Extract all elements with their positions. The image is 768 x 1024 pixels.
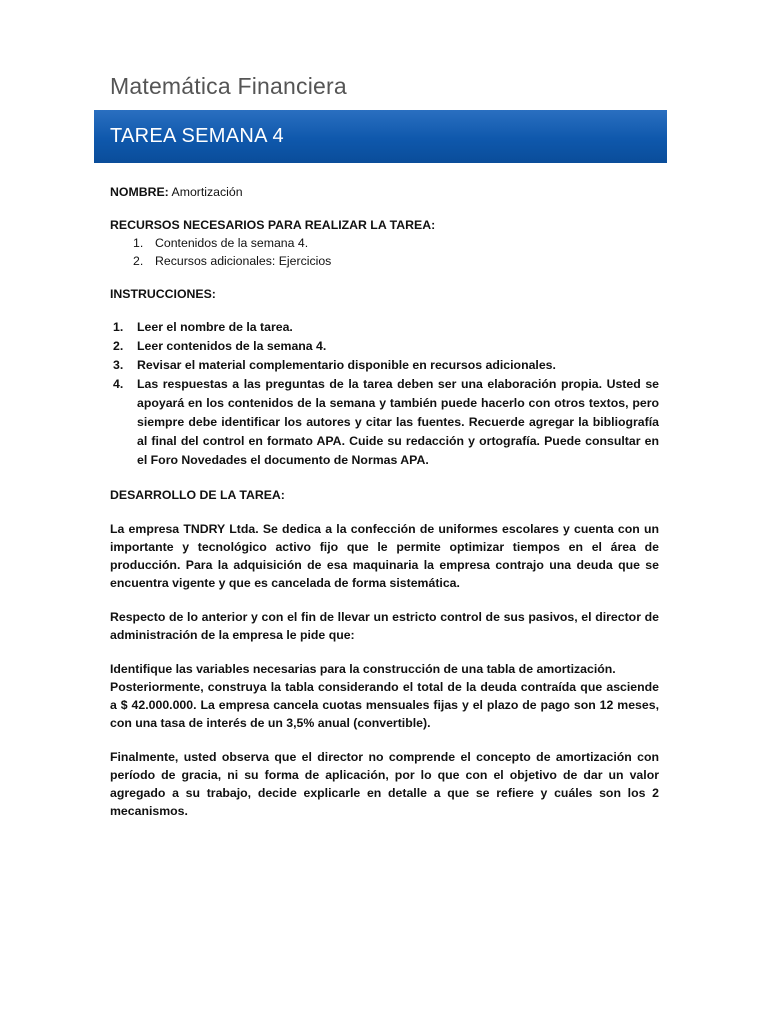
list-item <box>110 337 659 356</box>
list-item-number: 2. <box>133 254 144 268</box>
nombre-label: NOMBRE: <box>110 185 169 199</box>
desarrollo-paragraph-1: La empresa TNDRY Ltda. Se dedica a la confección de uniformes escolares y cuenta con un importante y tecnológico activo fijo que le permite optimizar tiempos en el área de producción. Para la adquisición de esa maquinaria la empresa contrajo una deuda que se encuentra vigente y que es cancelada de forma sistemática. <box>110 522 659 590</box>
nombre-value: Amortización <box>171 185 243 199</box>
list-item <box>110 252 659 270</box>
desarrollo-paragraph-4: Finalmente, usted observa que el director no comprende el concepto de amortización con período de gracia, ni su forma de aplicación, por lo que con el objetivo de dar un valor agregado a su trabajo, decide explicarle en detalle a que se refiere y cuáles son los 2 mecanismos. <box>110 750 659 818</box>
list-item <box>110 234 659 252</box>
list-item-number: 4. <box>113 377 124 391</box>
desarrollo-paragraph-3-line-1: Identifique las variables necesarias para la construcción de una tabla de amortización. <box>110 662 616 676</box>
list-item-text: Leer el nombre de la tarea. <box>137 320 293 334</box>
list-item-text: Recursos adicionales: Ejercicios <box>155 254 332 268</box>
assignment-title: TAREA SEMANA 4 <box>110 125 284 147</box>
list-item-number: 3. <box>113 358 124 372</box>
list-item <box>110 356 659 375</box>
instrucciones-heading: INSTRUCCIONES: <box>110 287 216 301</box>
title-banner <box>94 110 667 163</box>
recursos-list <box>110 234 659 270</box>
desarrollo-paragraph-3: Posteriormente, construya la tabla considerando el total de la deuda contraída que asciende a $ 42.000.000. La empresa cancela cuotas mensuales fijas y el plazo de pago son 12 meses, con una tasa de interés de un 3,5% anual (convertible). <box>110 680 659 730</box>
list-item <box>110 375 659 470</box>
list-item-number: 2. <box>113 339 124 353</box>
recursos-heading: RECURSOS NECESARIOS PARA REALIZAR LA TAREA: <box>110 218 436 232</box>
list-item-text: Las respuestas a las preguntas de la tarea deben ser una elaboración propia. Usted se apoyará en los contenidos de la semana y también puede hacerlo con otros textos, pero siempre debe identificar los autores y citar las fuentes. Recuerde agregar la bibliografía al final del control en formato APA. Cuide su redacción y ortografía. Puede consultar en el Foro Novedades el documento de Normas APA. <box>137 377 659 467</box>
list-item-number: 1. <box>133 236 144 250</box>
desarrollo-heading: DESARROLLO DE LA TAREA: <box>110 488 285 502</box>
list-item-number: 1. <box>113 320 124 334</box>
list-item <box>110 318 659 337</box>
nombre-field <box>110 183 659 201</box>
desarrollo-paragraph-2: Respecto de lo anterior y con el fin de llevar un estricto control de sus pasivos, el director de administración de la empresa le pide que: <box>110 610 659 642</box>
document-body <box>110 183 659 820</box>
instrucciones-list <box>110 318 659 470</box>
list-item-text: Contenidos de la semana 4. <box>155 236 309 250</box>
list-item-text: Leer contenidos de la semana 4. <box>137 339 327 353</box>
list-item-text: Revisar el material complementario disponible en recursos adicionales. <box>137 358 556 372</box>
course-title: Matemática Financiera <box>110 73 347 99</box>
